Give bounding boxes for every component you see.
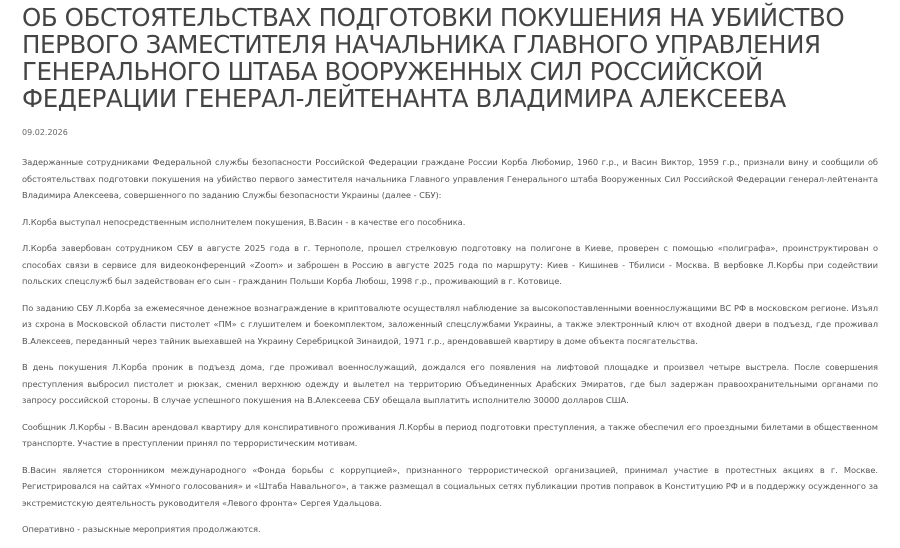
article-body — [22, 154, 878, 538]
article — [22, 4, 878, 548]
article-paragraph: В.Васин является сторонником международного «Фонда борьбы с коррупцией», признанного террористической организацией, принимал участие в протестных акциях в г. Москве. Регистрировался на сайтах «Умного голосования» и «Штаба Навального», а также размещал в социальных сетях публикации против поправок в Конституцию РФ и в поддержку осужденного за экстремистскую деятельность руководителя «Левого фронта» Сергея Удальцова. — [22, 464, 878, 508]
article-paragraph: Задержанные сотрудниками Федеральной службы безопасности Российской Федерации граждане России Корба Любомир, 1960 г.р., и Васин Виктор, 1959 г.р., признали вину и сообщили об обстоятельствах подготовки покушения на убийство первого заместителя начальника Главного управления Генерального штаба Вооруженных Сил Российской Федерации генерал-лейтенанта Владимира Алексеева, совершенного по заданию Службы безопасности Украины (далее - СБУ): — [22, 157, 878, 200]
article-title: ОБ ОБСТОЯТЕЛЬСТВАХ ПОДГОТОВКИ ПОКУШЕНИЯ НА УБИЙСТВО ПЕРВОГО ЗАМЕСТИТЕЛЯ НАЧАЛЬНИКА ГЛАВНОГО УПРАВЛЕНИЯ ГЕНЕРАЛЬНОГО ШТАБА ВООРУЖЕННЫХ СИЛ РОССИЙСКОЙ ФЕДЕРАЦИИ ГЕНЕРАЛ-ЛЕЙТЕНАНТА ВЛАДИМИРА АЛЕКСЕЕВА — [22, 3, 845, 113]
article-paragraph: Л.Корба выступал непосредственным исполнителем покушения, В.Васин - в качестве его пособника. — [22, 216, 466, 227]
article-paragraph: Сообщник Л.Корбы - В.Васин арендовал квартиру для конспиративного проживания Л.Корбы в период подготовки преступления, а также обеспечил его проездными билетами в общественном транспорте. Участие в преступлении принял по террористическим мотивам. — [22, 421, 878, 448]
article-paragraph: Л.Корба завербован сотрудником СБУ в августе 2025 года в г. Тернополе, прошел стрелковую подготовку на полигоне в Киеве, проверен с помощью «полиграфа», проинструктирован о способах связи в сервисе для видеоконференций «Zoom» и заброшен в Россию в августе 2025 года по маршруту: Киев - Кишинев - Тбилиси - Москва. В вербовке Л.Корбы при содействии польских спецслужб был задействован его сын - гражданин Польши Корба Любош, 1998 г.р., проживающий в г. Котовице. — [22, 243, 878, 286]
publish-date: 09.02.2026 — [22, 128, 68, 137]
article-paragraph: В день покушения Л.Корба проник в подъезд дома, где проживал военнослужащий, дождался его появления на лифтовой площадке и произвел четыре выстрела. После совершения преступления выбросил пистолет и рюкзак, сменил верхнюю одежду и вылетел на территорию Объединенных Арабских Эмиратов, где был задержан правоохранительными органами по запросу российской стороны. В случае успешного покушения на В.Алексеева СБУ обещала выплатить исполнителю 30000 долларов США. — [22, 362, 878, 405]
article-paragraph: Оперативно - разыскные мероприятия продолжаются. — [22, 524, 261, 534]
article-paragraph: По заданию СБУ Л.Корба за ежемесячное денежное вознаграждение в криптовалюте осуществлял наблюдение за высокопоставленными военнослужащими ВС РФ в московском регионе. Изъял из схрона в Московской области пистолет «ПМ» с глушителем и боекомплектом, заложенный спецслужбами Украины, а также электронный ключ от входной двери в подъезд, где проживал В.Алексеев, переданный через тайник выехавшей на Украину Серебрицкой Зинаидой, 1971 г.р., арендовавшей квартиру в доме объекта посягательства. — [22, 302, 878, 346]
